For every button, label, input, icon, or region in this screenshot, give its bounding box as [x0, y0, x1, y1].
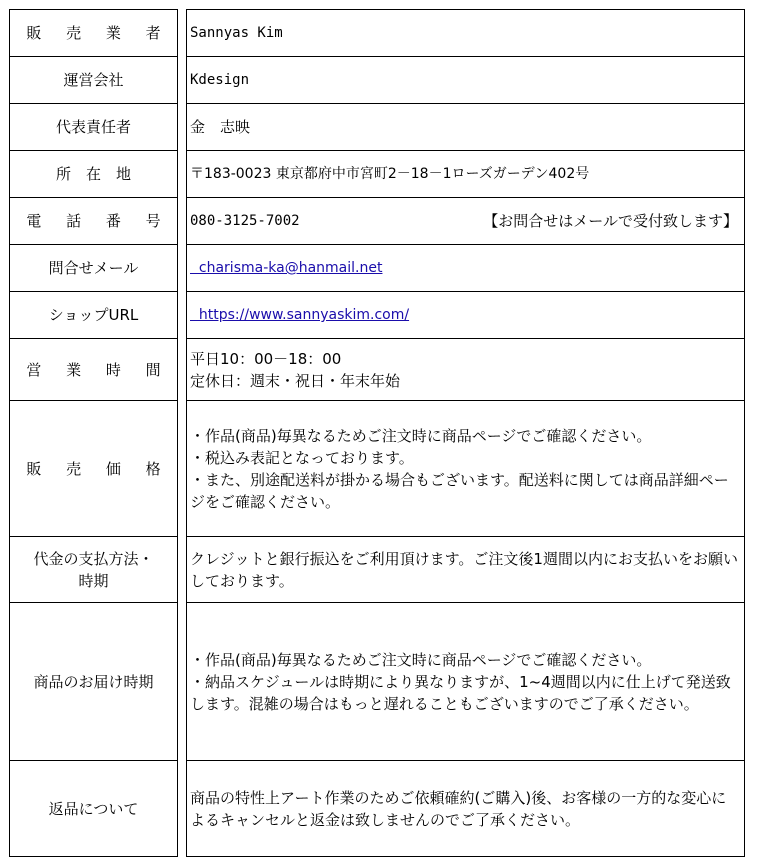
- returns-text: 商品の特性上アート作業のためご依頼確約(ご購入)後、お客様の一方的な変心によるキャンセルと返金は致しませんのでご了承ください。: [190, 788, 727, 829]
- label-text: 電 話 番 号: [26, 212, 171, 230]
- value-cell: [186, 244, 745, 292]
- label-text: 商品のお届け時期: [33, 672, 154, 691]
- label-cell: [9, 400, 178, 537]
- label-text: 販 売 業 者: [26, 24, 171, 42]
- label-cell: [9, 536, 178, 603]
- representative-name: 金 志映: [190, 118, 251, 136]
- label-cell: [9, 150, 178, 198]
- company-name: Kdesign: [190, 72, 250, 88]
- label-text: 時期: [78, 571, 109, 590]
- label-cell: [9, 56, 178, 104]
- phone-number: 080-3125-7002: [190, 213, 300, 229]
- price-line: ・また、別途配送料が掛かる場合もございます。配送料に関しては商品詳細ページをご確認ください。: [190, 470, 729, 511]
- returns-lines: [190, 787, 738, 831]
- label-cell: [9, 103, 178, 151]
- price-lines: [190, 425, 738, 513]
- label-cell: [9, 602, 178, 761]
- label-cell: [9, 291, 178, 339]
- value-cell: [186, 150, 745, 198]
- value-cell: [186, 9, 745, 57]
- label-text: 問合せメール: [48, 259, 139, 277]
- phone-note: 【お問合せはメールで受付致します】: [483, 212, 738, 230]
- value-cell: [186, 291, 745, 339]
- email-link[interactable]: charisma-ka@hanmail.net: [190, 260, 383, 276]
- value-cell: [186, 338, 745, 401]
- label-text: 販 売 価 格: [26, 459, 171, 478]
- payment-text: クレジットと銀行振込をご利用頂けます。ご注文後1週間以内にお支払いをお願いしております。: [190, 549, 738, 590]
- label-text: 営 業 時 間: [26, 360, 171, 379]
- label-cell: [9, 197, 178, 245]
- address-text: 〒183-0023 東京都府中市宮町2－18－1ローズガーデン402号: [190, 166, 590, 182]
- delivery-lines: [190, 649, 738, 715]
- label-text: 返品について: [48, 799, 139, 818]
- hours-holidays: 定休日：週末・祝日・年末年始: [190, 371, 401, 390]
- price-line: ・作品(商品)毎異なるためご注文時に商品ページでご確認ください。: [190, 426, 652, 445]
- value-cell: [186, 400, 745, 537]
- label-text: 運営会社: [63, 71, 124, 89]
- delivery-line: ・納品スケジュールは時期により異なりますが、1~4週間以内に仕上げて発送致します。混雑の場合はもっと遅れることもございますのでご了承ください。: [190, 672, 731, 713]
- shop-url-link[interactable]: https://www.sannyaskim.com/: [190, 307, 410, 323]
- hours-lines: [190, 348, 400, 392]
- value-cell: [186, 197, 745, 245]
- label-text: 代金の支払方法・: [33, 549, 154, 568]
- delivery-line: ・作品(商品)毎異なるためご注文時に商品ページでご確認ください。: [190, 650, 652, 669]
- label-text: ショップURL: [48, 306, 139, 324]
- value-cell: [186, 602, 745, 761]
- payment-lines: [190, 548, 738, 592]
- value-cell: [186, 536, 745, 603]
- label-text: 所 在 地: [55, 165, 131, 183]
- label-text: 代表責任者: [55, 118, 131, 136]
- hours-weekday: 平日10：00－18：00: [190, 349, 342, 368]
- value-cell: [186, 103, 745, 151]
- value-cell: [186, 760, 745, 857]
- label-cell: [9, 760, 178, 857]
- phone-line: [190, 210, 738, 232]
- seller-name: Sannyas Kim: [190, 25, 283, 41]
- value-cell: [186, 56, 745, 104]
- price-line: ・税込み表記となっております。: [190, 448, 414, 467]
- label-cell: [9, 9, 178, 57]
- label-cell: [9, 244, 178, 292]
- label-lines: [33, 548, 153, 592]
- label-cell: [9, 338, 178, 401]
